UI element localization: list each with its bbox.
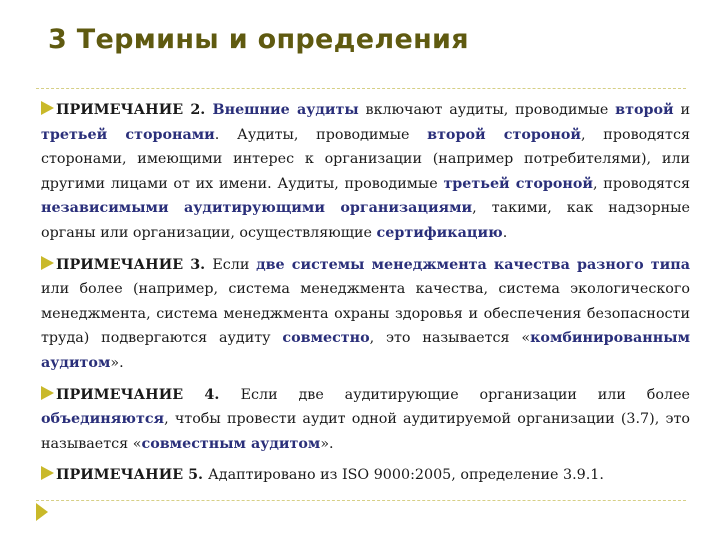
highlighted-term: объединяются xyxy=(41,411,165,428)
note-text: . Аудиты, проводимые xyxy=(214,126,428,143)
arrow-bullet-icon xyxy=(41,466,54,480)
highlighted-term: комбинированным аудитом xyxy=(41,330,690,371)
note-text: ». xyxy=(320,435,334,452)
highlighted-term: совместно xyxy=(282,330,370,347)
note-text: Если две аудитирующие организации или более xyxy=(240,386,690,403)
note-3 xyxy=(41,253,690,376)
notes-content xyxy=(41,98,690,495)
note-text: или более (например, система менеджмента качества, система экологического менеджмента, система менеджмента охраны здоровья и обеспечения безопасности труда) подвергаются аудиту xyxy=(41,281,690,347)
highlighted-term: совместным аудитом xyxy=(141,435,321,452)
highlighted-term: Внешние аудиты xyxy=(212,102,359,118)
highlighted-term: третьей сторонами xyxy=(41,126,215,143)
note-text: ». xyxy=(110,354,124,371)
note-text: , чтобы провести аудит одной аудитируемой организации (3.7), это называется « xyxy=(41,411,690,452)
highlighted-term: второй стороной xyxy=(427,126,582,143)
triangle-corner-icon xyxy=(36,503,48,521)
top-divider xyxy=(36,88,686,89)
note-5 xyxy=(41,463,690,488)
note-label: ПРИМЕЧАНИЕ 5. xyxy=(56,467,208,484)
arrow-bullet-icon xyxy=(41,256,54,270)
highlighted-term: третьей стороной xyxy=(443,175,594,192)
bottom-divider xyxy=(36,500,686,501)
note-label: ПРИМЕЧАНИЕ 4. xyxy=(56,386,241,403)
highlighted-term: сертификацию xyxy=(376,224,503,241)
note-text: включают аудиты, проводимые xyxy=(358,102,616,118)
arrow-bullet-icon xyxy=(41,386,54,400)
arrow-bullet-icon xyxy=(41,101,54,115)
note-text: Адаптировано из ISO 9000:2005, определение 3.9.1. xyxy=(207,467,604,484)
note-text: , проводятся сторонами, имеющими интерес к организации (например потребителями), или другими лицами от их имени. Аудиты, проводимые xyxy=(41,126,690,192)
note-text: , такими, как надзорные органы или организации, осуществляющие xyxy=(41,200,690,241)
note-4 xyxy=(41,383,690,457)
note-text: , проводятся xyxy=(593,175,690,192)
note-text: , это называется « xyxy=(369,330,531,347)
note-label: ПРИМЕЧАНИЕ 2. xyxy=(56,102,213,118)
highlighted-term: второй xyxy=(615,102,674,118)
page-title: 3 Термины и определения xyxy=(48,24,469,55)
note-label: ПРИМЕЧАНИЕ 3. xyxy=(56,256,213,273)
note-text: Если xyxy=(212,256,257,273)
highlighted-term: независимыми аудитирующими организациями xyxy=(41,200,473,217)
note-text: . xyxy=(502,224,508,241)
note-text: и xyxy=(673,102,690,118)
note-2 xyxy=(41,98,690,246)
highlighted-term: две системы менеджмента качества разного типа xyxy=(256,256,690,273)
